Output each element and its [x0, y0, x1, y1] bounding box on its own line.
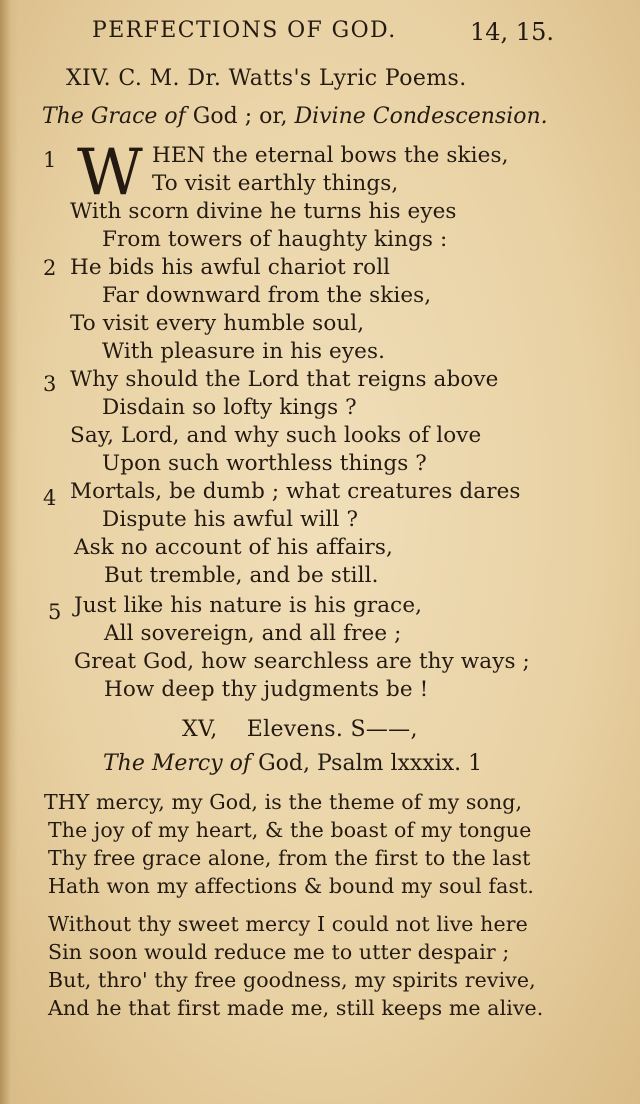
verse-line: Dispute his awful will ? — [102, 507, 359, 532]
verse-line: He bids his awful chariot roll — [70, 255, 391, 280]
verse-line: All sovereign, and all free ; — [104, 621, 402, 646]
subtitle-italic-2: Divine Condescension. — [294, 104, 548, 129]
verse-line: With pleasure in his eyes. — [102, 339, 386, 364]
verse-line: Without thy sweet mercy I could not live here — [48, 912, 528, 936]
subtitle-italic-1: The Grace of — [42, 104, 186, 129]
stanza-number: 1 — [43, 148, 57, 172]
drop-cap: W — [77, 136, 143, 210]
running-head-title: PERFECTIONS OF GOD. — [92, 18, 397, 43]
verse-line: The joy of my heart, & the boast of my tongue — [48, 818, 532, 842]
subtitle-italic: The Mercy of — [103, 751, 252, 776]
hymn-14-subtitle — [42, 104, 548, 129]
subtitle-roman-1: God ; or, — [192, 104, 288, 129]
stanza-number: 3 — [43, 372, 57, 396]
verse-line: To visit every humble soul, — [70, 311, 365, 336]
verse-line: To visit earthly things, — [152, 171, 399, 196]
stanza-number: 5 — [48, 600, 62, 624]
verse-line: But tremble, and be still. — [104, 563, 379, 588]
stanza-number: 4 — [43, 486, 57, 510]
verse-line: Hath won my affections & bound my soul fast. — [48, 874, 535, 898]
verse-line: HEN the eternal bows the skies, — [152, 143, 509, 168]
verse-line: Just like his nature is his grace, — [74, 593, 423, 618]
verse-line: Upon such worthless things ? — [102, 451, 427, 476]
verse-line: Mortals, be dumb ; what creatures dares — [70, 479, 521, 504]
subtitle-roman: God, Psalm lxxxix. 1 — [258, 751, 483, 776]
verse-line: Far downward from the skies, — [102, 283, 432, 308]
verse-line: Sin soon would reduce me to utter despair ; — [48, 940, 510, 964]
verse-line: Ask no account of his affairs, — [74, 535, 393, 560]
verse-line: But, thro' thy free goodness, my spirits revive, — [48, 968, 536, 992]
verse-line: From towers of haughty kings : — [102, 227, 448, 252]
verse-line: Great God, how searchless are thy ways ; — [74, 649, 530, 674]
hymn-15-heading: XV, Elevens. S——, — [182, 717, 418, 742]
verse-line: Why should the Lord that reigns above — [70, 367, 499, 392]
stanza-number: 2 — [43, 256, 57, 280]
verse-line: THY mercy, my God, is the theme of my song, — [44, 790, 523, 814]
binding-shadow — [0, 0, 18, 1104]
verse-line: Thy free grace alone, from the first to the last — [48, 846, 531, 870]
hymn-15-subtitle — [103, 751, 482, 776]
verse-line: How deep thy judgments be ! — [104, 677, 429, 702]
verse-line: Disdain so lofty kings ? — [102, 395, 357, 420]
page-numbers: 14, 15. — [470, 18, 554, 46]
hymn-14-heading: XIV. C. M. Dr. Watts's Lyric Poems. — [66, 66, 467, 91]
verse-line: With scorn divine he turns his eyes — [70, 199, 457, 224]
verse-line: Say, Lord, and why such looks of love — [70, 423, 482, 448]
verse-line: And he that first made me, still keeps me alive. — [48, 996, 544, 1020]
